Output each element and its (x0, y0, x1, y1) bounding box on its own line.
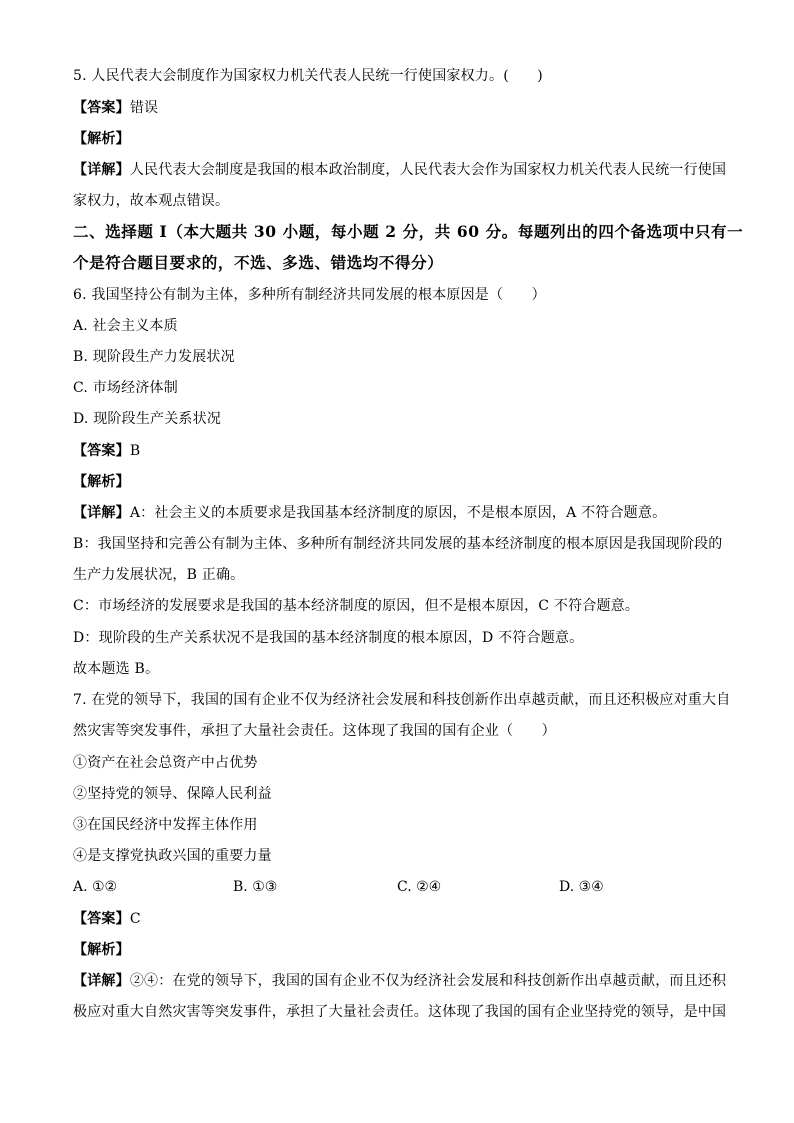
q6-detail-a: 【详解】A：社会主义的本质要求是我国基本经济制度的原因，不是根本原因，A 不符合题意。 (73, 505, 667, 521)
q7-statement-4: ④是支撑党执政兴国的重要力量 (73, 848, 272, 864)
q6-stem: 6. 我国坚持公有制为主体，多种所有制经济共同发展的根本原因是（ ） (73, 287, 546, 303)
answer-tag: 【答案】 (73, 443, 130, 459)
q6-option-c: C. 市场经济体制 (73, 380, 178, 396)
analysis-tag: 【解析】 (73, 131, 130, 147)
answer-tag: 【答案】 (73, 100, 130, 116)
section-heading-line-1: 二、选择题 I（本大题共 30 小题，每小题 2 分，共 60 分。每题列出的四个备选项中只有一 (73, 222, 744, 241)
q6-detail-b-line-2: 生产力发展状况，B 正确。 (73, 567, 245, 583)
analysis-tag: 【解析】 (73, 474, 130, 490)
q5-stem: 5. 人民代表大会制度作为国家权力机关代表人民统一行使国家权力。( ) (73, 68, 543, 84)
section-heading-line-2: 个是符合题目要求的，不选、多选、错选均不得分） (73, 253, 444, 272)
detail-tag: 【详解】 (73, 973, 130, 989)
detail-tag: 【详解】 (73, 505, 130, 521)
q6-detail-c: C：市场经济的发展要求是我国的基本经济制度的原因，但不是根本原因，C 不符合题意。 (73, 598, 640, 614)
q5-detail-line-2: 家权力，故本观点错误。 (73, 193, 230, 209)
q6-detail-b-line-1: B：我国坚持和完善公有制为主体、多种所有制经济共同发展的基本经济制度的根本原因是我国现阶段的 (73, 536, 723, 552)
q5-answer: 错误 (129, 100, 159, 116)
q7-stem-line-1: 7. 在党的领导下，我国的国有企业不仅为经济社会发展和科技创新作出卓越贡献，而且还积极应对重大自 (73, 692, 731, 708)
q7-statement-1: ①资产在社会总资产中占优势 (73, 755, 258, 771)
q6-answer-line (73, 441, 140, 461)
q7-option-d: D. ③④ (559, 879, 604, 895)
q5-detail-line-1: 【详解】人民代表大会制度是我国的根本政治制度，人民代表大会作为国家权力机关代表人民统一行使国 (73, 162, 727, 178)
q5-answer-line (73, 98, 158, 118)
q7-answer-line (73, 909, 141, 929)
q6-detail-d: D：现阶段的生产关系状况不是我国的基本经济制度的根本原因，D 不符合题意。 (73, 630, 584, 646)
answer-tag: 【答案】 (73, 911, 130, 927)
q6-option-b: B. 现阶段生产力发展状况 (73, 349, 235, 365)
detail-tag: 【详解】 (73, 162, 130, 178)
q6-answer: B (129, 443, 141, 459)
q7-detail-line-2: 极应对重大自然灾害等突发事件，承担了大量社会责任。这体现了我国的国有企业坚持党的领导，是中国 (73, 1004, 727, 1020)
q6-option-d: D. 现阶段生产关系状况 (73, 411, 222, 427)
q7-detail-line-1: 【详解】②④：在党的领导下，我国的国有企业不仅为经济社会发展和科技创新作出卓越贡献，而且还积 (73, 973, 727, 989)
analysis-tag: 【解析】 (73, 942, 130, 958)
q7-statement-3: ③在国民经济中发挥主体作用 (73, 817, 258, 833)
q6-option-a: A. 社会主义本质 (73, 318, 178, 334)
q7-option-c: C. ②④ (397, 879, 442, 895)
q7-statement-2: ②坚持党的领导、保障人民利益 (73, 786, 272, 802)
q7-option-a: A. ①② (73, 879, 118, 895)
q7-answer: C (129, 911, 141, 927)
q7-option-b: B. ①③ (233, 879, 278, 895)
q7-stem-line-2: 然灾害等突发事件，承担了大量社会责任。这体现了我国的国有企业（ ） (73, 723, 556, 739)
q6-conclusion: 故本题选 B。 (73, 661, 160, 677)
